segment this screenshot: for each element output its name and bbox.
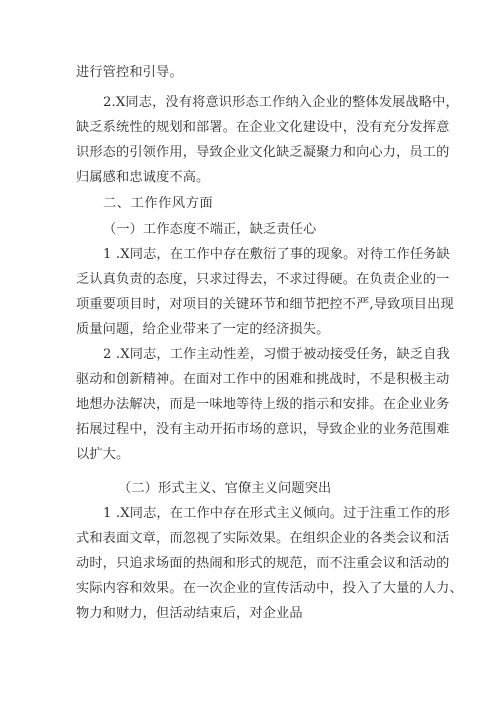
- subsection-heading: （一）工作态度不端正，缺乏责任心: [103, 222, 317, 237]
- subsection-heading: （二）形式主义、官僚主义问题突出: [118, 481, 332, 496]
- text-line: 缺乏系统性的规划和部署。在企业文化建设中，没有充分发挥意: [76, 120, 450, 135]
- text-line: 归属感和忠诚度不高。: [76, 170, 210, 185]
- text-line: 2 .X同志，工作主动性差，习惯于被动接受任务，缺乏自我: [103, 347, 450, 362]
- text-line: 识形态的引领作用，导致企业文化缺乏凝聚力和向心力，员工的: [76, 145, 450, 160]
- text-line: 质量问题，给企业带来了一定的经济损失。: [76, 322, 330, 337]
- text-line: 以扩大。: [76, 447, 130, 462]
- text-line: 进行管控和引导。: [76, 65, 183, 80]
- text-line: 地想办法解决，而是一味地等待上级的指示和安排。在企业业务: [76, 397, 450, 412]
- text-line: 2.X同志，没有将意识形态工作纳入企业的整体发展战略中，: [103, 95, 459, 110]
- text-line: 1 .X同志，在工作中存在敷衍了事的现象。对待工作任务缺: [103, 247, 450, 262]
- section-heading: 二、工作作风方面: [103, 196, 214, 211]
- text-line: 式和表面文章，而忽视了实际效果。在组织企业的各类会议和活: [76, 531, 450, 546]
- text-line: 物力和财力，但活动结束后，对企业品: [76, 606, 303, 621]
- text-line: 乏认真负责的态度，只求过得去，不求过得硬。在负责企业的一: [76, 272, 450, 287]
- text-line: 驱动和创新精神。在面对工作中的困难和挑战时，不是积极主动: [76, 372, 450, 387]
- text-line: 动时，只追求场面的热闹和形式的规范，而不注重会议和活动的: [76, 556, 450, 571]
- text-line: 实际内容和效果。在一次企业的宣传活动中，投入了大量的人力、: [76, 581, 463, 596]
- text-line: 拓展过程中，没有主动开拓市场的意识，导致企业的业务范围难: [76, 422, 450, 437]
- text-line: 1 .X同志，在工作中存在形式主义倾向。过于注重工作的形: [103, 506, 450, 521]
- text-line: 项重要项目时，对项目的关键环节和细节把控不严,导致项目出现: [76, 297, 454, 312]
